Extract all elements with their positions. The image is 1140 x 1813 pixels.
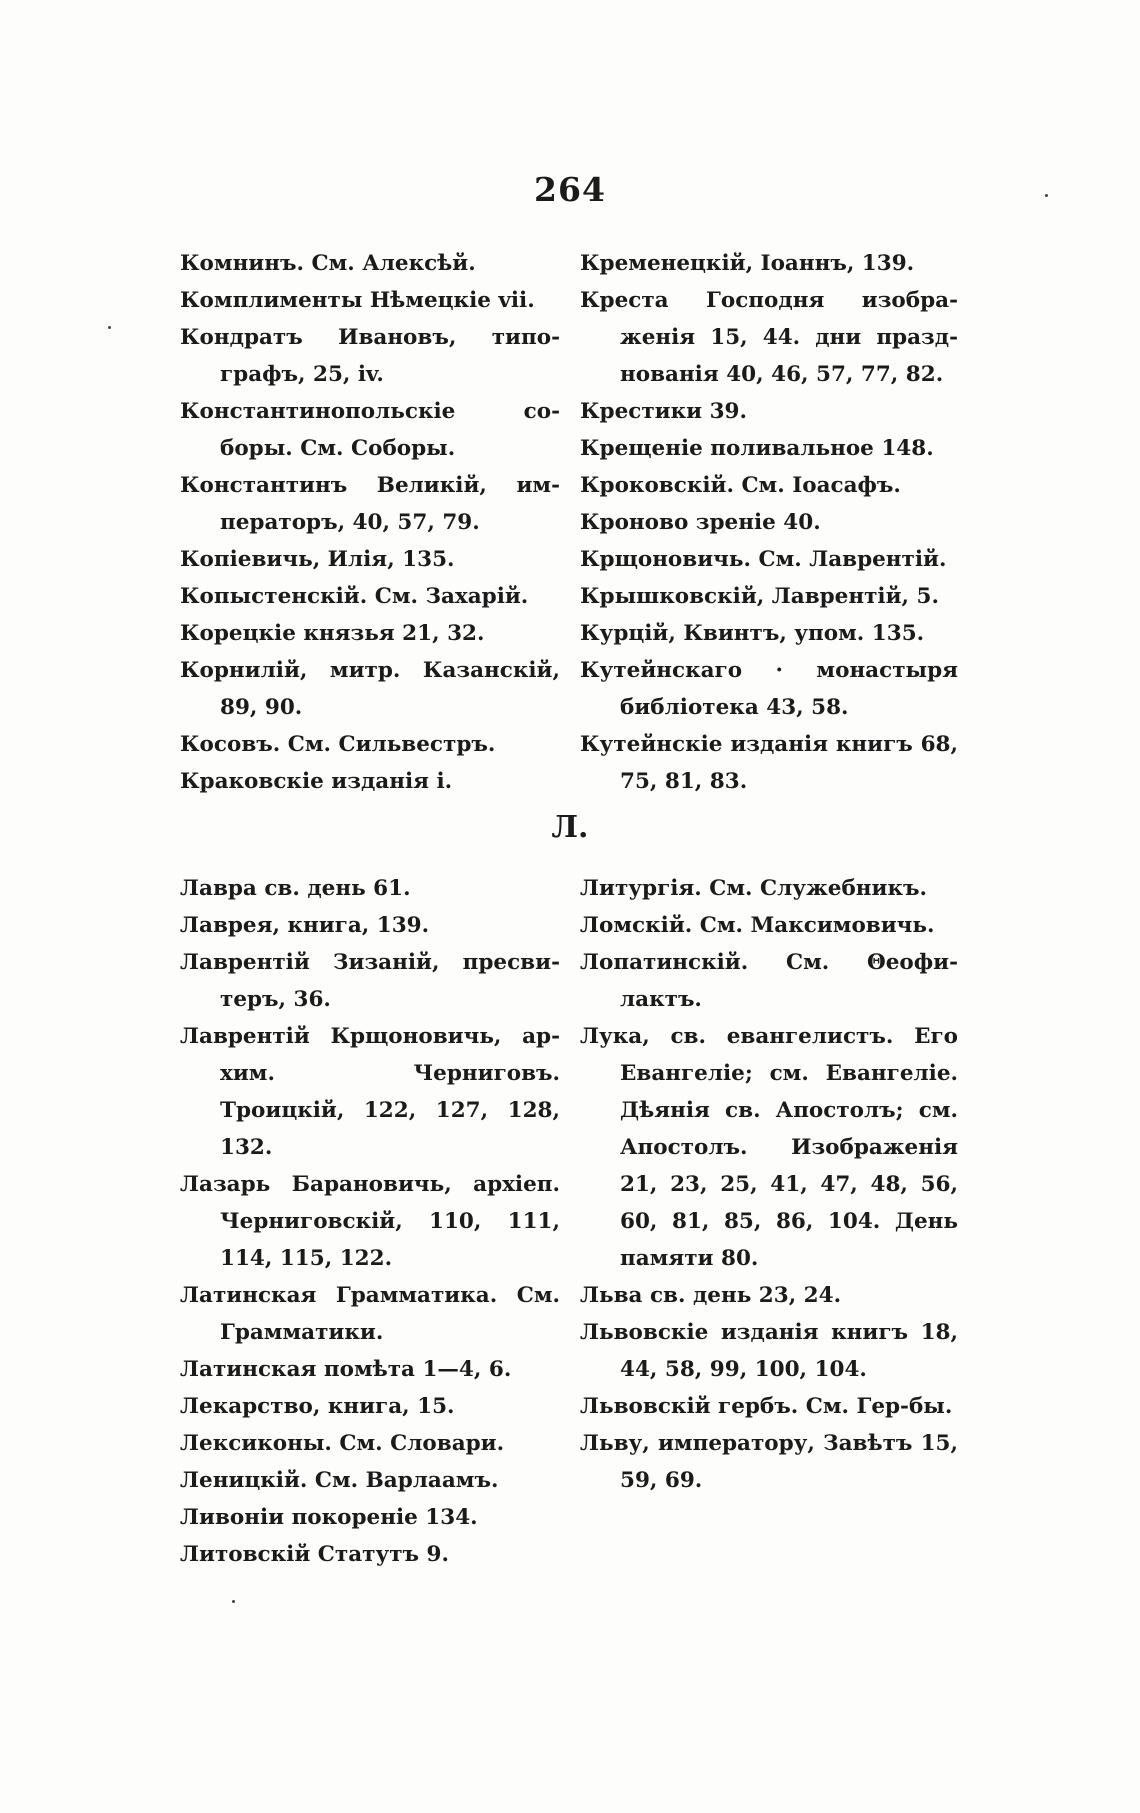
index-entry: Лексиконы. См. Словари. (180, 1431, 505, 1456)
index-entry: Константинопольскіе со-боры. См. Соборы. (180, 399, 560, 461)
index-entry: Львовскій гербъ. См. Гер-бы. (580, 1394, 953, 1419)
index-column-top-right (580, 245, 958, 800)
index-entry: Лаврея, книга, 139. (180, 913, 430, 938)
index-entry: Кроново зреніе 40. (580, 510, 821, 535)
index-entry: Корнилій, митр. Казанскій, 89, 90. (180, 658, 560, 720)
index-entry: Львовскіе изданія книгъ 18, 44, 58, 99, 100, 104. (580, 1320, 958, 1382)
index-entry: Льва св. день 23, 24. (580, 1283, 842, 1308)
index-entry: Латинская помѣта 1—4, 6. (180, 1357, 512, 1382)
index-entry: Копіевичь, Илія, 135. (180, 547, 455, 572)
paper-speck (108, 326, 111, 329)
index-entry: Косовъ. См. Сильвестръ. (180, 732, 496, 757)
index-column-bottom-left (180, 870, 560, 1573)
index-entry: Крестики 39. (580, 399, 747, 424)
index-entry: Кроковскій. См. Іоасафъ. (580, 473, 901, 498)
index-entry: Краковскіе изданія i. (180, 769, 453, 794)
page-number: 264 (534, 170, 606, 209)
index-entry: Крщоновичь. См. Лаврентій. (580, 547, 947, 572)
index-entry: Лаврентій Крщоновичь, ар-хим. Черниговъ. Троицкій, 122, 127, 128, 132. (180, 1024, 560, 1160)
index-column-top-left (180, 245, 560, 800)
index-entry: Литургія. См. Служебникъ. (580, 876, 927, 901)
index-entry: Лавра св. день 61. (180, 876, 411, 901)
index-entry: Комплименты Нѣмецкіе vii. (180, 288, 535, 313)
index-entry: Крещеніе поливальное 148. (580, 436, 934, 461)
index-entry: Константинъ Великій, им-ператоръ, 40, 57, 79. (180, 473, 560, 535)
index-entry: Лопатинскій. См. Θеофи-лактъ. (580, 950, 958, 1012)
index-column-bottom-right (580, 870, 958, 1499)
index-entry: Леницкій. См. Варлаамъ. (180, 1468, 499, 1493)
index-entry: Ломскій. См. Максимовичь. (580, 913, 935, 938)
paper-speck (232, 1600, 235, 1603)
index-entry: Крышковскій, Лаврентій, 5. (580, 584, 939, 609)
index-entry: Лазарь Барановичь, архіеп. Черниговскій, 110, 111, 114, 115, 122. (180, 1172, 560, 1271)
section-letter: Л. (551, 810, 589, 845)
index-entry: Кутейнскіе изданія книгъ 68, 75, 81, 83. (580, 732, 958, 794)
index-entry: Кутейнскаго · монастыря библіотека 43, 58. (580, 658, 958, 720)
index-entry: Курцій, Квинтъ, упом. 135. (580, 621, 925, 646)
index-entry: Корецкіе князья 21, 32. (180, 621, 485, 646)
index-entry: Кременецкій, Іоаннъ, 139. (580, 251, 915, 276)
index-entry: Латинская Грамматика. См. Грамматики. (180, 1283, 560, 1345)
index-entry: Копыстенскій. См. Захарій. (180, 584, 529, 609)
paper-speck (1045, 194, 1048, 197)
index-entry: Лука, св. евангелистъ. Его Евангеліе; см. Евангеліе. Дѣянія св. Апостолъ; см. Апостолъ. Изображенія 21, 23, 25, 41, 47, 48, 56, 60, 81, 85, 86, 104. День памяти 80. (580, 1024, 958, 1271)
index-entry: Креста Господня изобра-женія 15, 44. дни празд-нованія 40, 46, 57, 77, 82. (580, 288, 958, 387)
index-entry: Лаврентій Зизаній, пресви-теръ, 36. (180, 950, 560, 1012)
index-entry: Кондратъ Ивановъ, типо-графъ, 25, iv. (180, 325, 560, 387)
index-entry: Комнинъ. См. Алексѣй. (180, 251, 476, 276)
index-entry: Ливоніи покореніе 134. (180, 1505, 478, 1530)
index-entry: Литовскій Статутъ 9. (180, 1542, 449, 1567)
index-entry: Льву, императору, Завѣтъ 15, 59, 69. (580, 1431, 958, 1493)
index-entry: Лекарство, книга, 15. (180, 1394, 455, 1419)
